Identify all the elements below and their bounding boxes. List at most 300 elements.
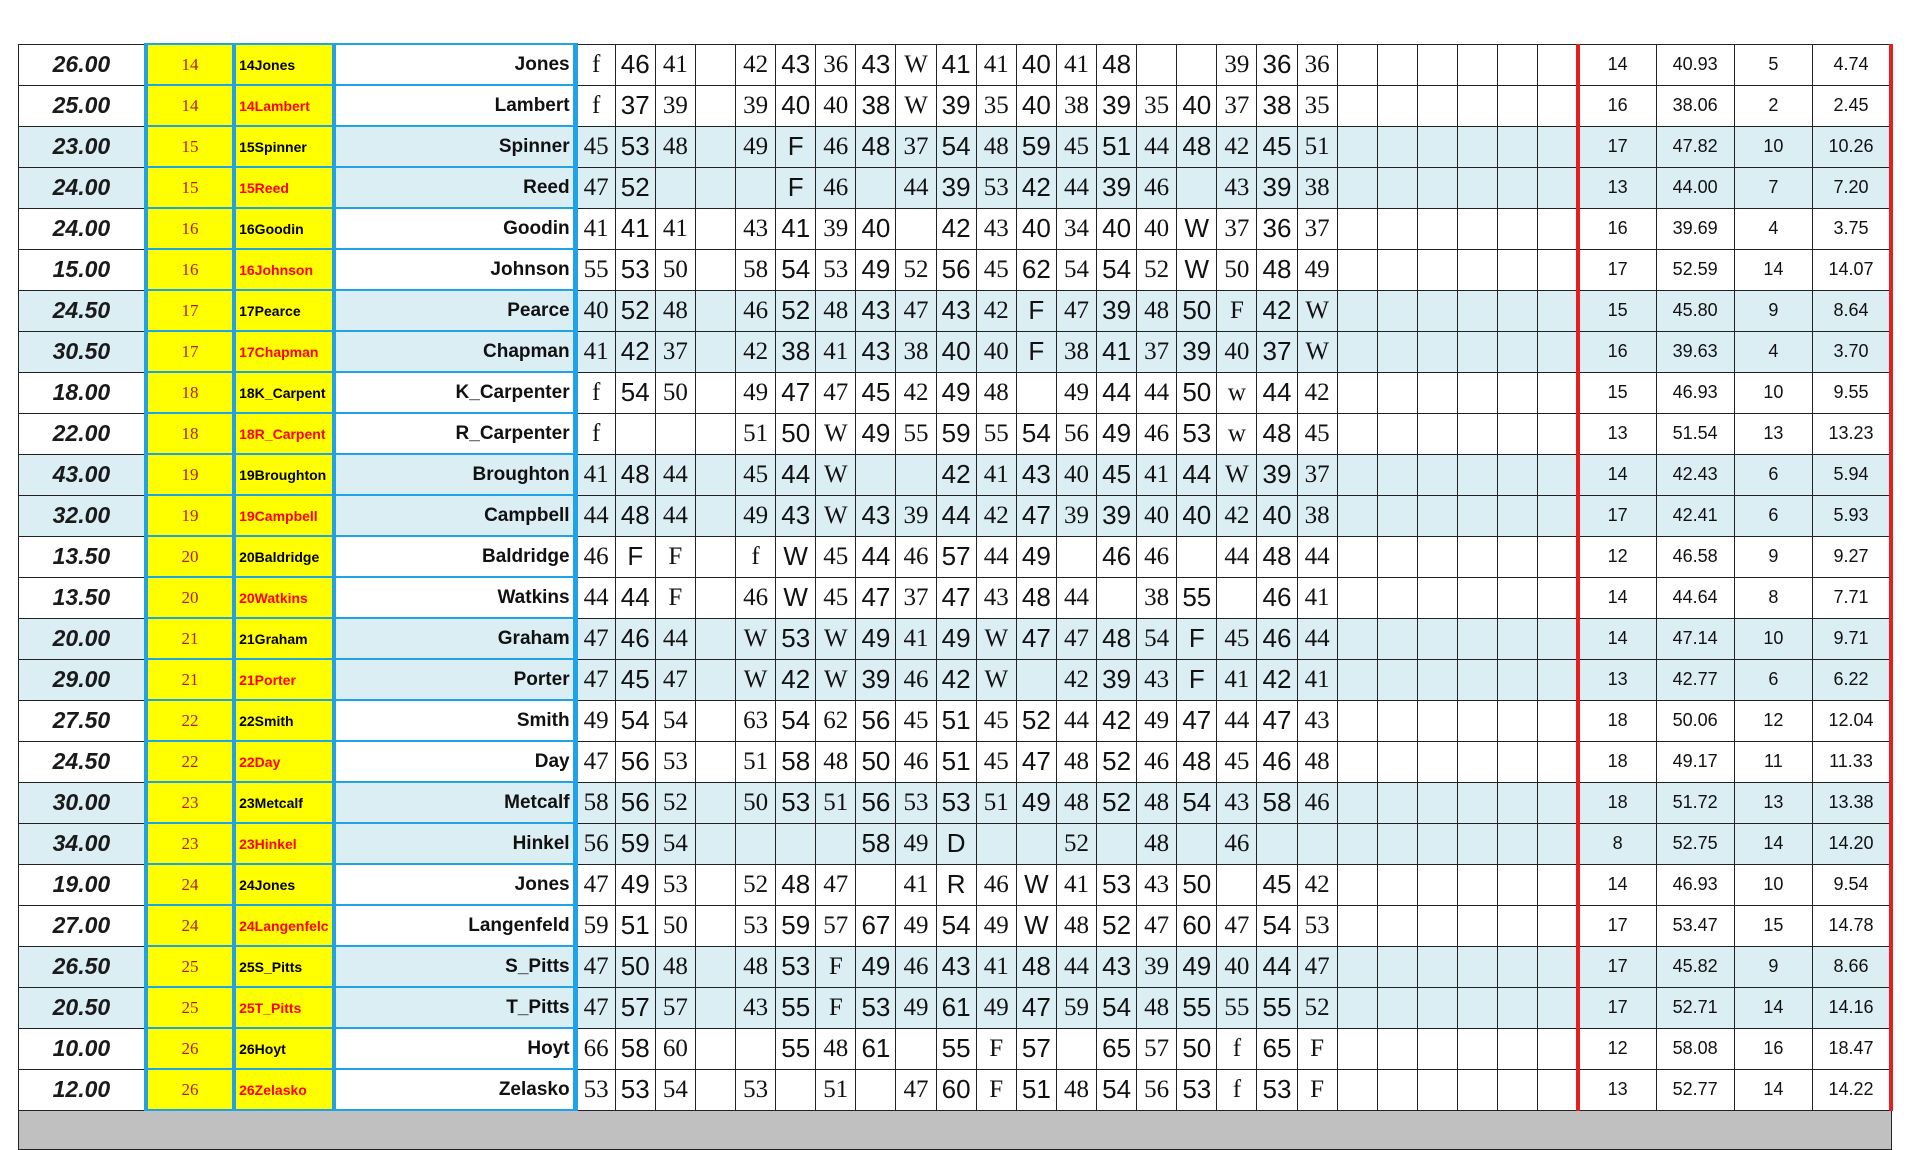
score-cell[interactable] (1458, 741, 1498, 782)
score-cell[interactable]: 46 (615, 44, 655, 85)
score-cell[interactable] (1337, 659, 1377, 700)
score-cell[interactable]: 39 (1137, 946, 1177, 987)
score-cell[interactable]: F (816, 987, 856, 1028)
score-cell[interactable]: 58 (1257, 782, 1297, 823)
score-cell[interactable] (1538, 495, 1578, 536)
score-cell[interactable]: W (976, 618, 1016, 659)
score-cell[interactable] (1377, 1069, 1417, 1110)
score-cell[interactable]: 52 (615, 290, 655, 331)
handicap-cell[interactable]: 12.00 (19, 1069, 146, 1110)
score-cell[interactable]: 34 (1056, 208, 1096, 249)
score-cell[interactable]: 60 (655, 1028, 695, 1069)
score-cell[interactable]: 38 (1137, 577, 1177, 618)
score-cell[interactable]: F (1297, 1028, 1337, 1069)
score-cell[interactable]: 40 (1016, 44, 1056, 85)
score-cell[interactable]: 44 (655, 454, 695, 495)
score-cell[interactable] (1458, 536, 1498, 577)
score-cell[interactable] (1257, 823, 1297, 864)
score-cell[interactable] (1538, 864, 1578, 905)
score-cell[interactable]: 50 (655, 905, 695, 946)
score-cell[interactable] (1217, 864, 1257, 905)
score-cell[interactable]: 44 (575, 577, 615, 618)
average-cell[interactable]: 47.82 (1656, 126, 1734, 167)
score-cell[interactable]: 49 (1016, 536, 1056, 577)
score-cell[interactable]: 47 (1016, 987, 1056, 1028)
score-cell[interactable]: 53 (1177, 413, 1217, 454)
handicap-cell[interactable]: 10.00 (19, 1028, 146, 1069)
player-name-cell[interactable]: Johnson (334, 249, 575, 290)
score-cell[interactable]: w (1217, 413, 1257, 454)
score-cell[interactable] (1417, 331, 1457, 372)
score-cell[interactable]: 48 (816, 290, 856, 331)
score-cell[interactable]: 43 (976, 208, 1016, 249)
score-cell[interactable] (1498, 905, 1538, 946)
score-cell[interactable]: 42 (896, 372, 936, 413)
score-cell[interactable] (1337, 987, 1377, 1028)
score-cell[interactable]: 43 (1137, 659, 1177, 700)
score-cell[interactable] (695, 905, 735, 946)
score-cell[interactable] (1337, 741, 1377, 782)
score-cell[interactable] (1377, 659, 1417, 700)
handicap-strokes-cell[interactable]: 12 (1734, 700, 1812, 741)
score-cell[interactable]: 41 (1056, 864, 1096, 905)
score-cell[interactable]: 47 (1016, 741, 1056, 782)
score-cell[interactable] (695, 741, 735, 782)
score-cell[interactable]: 50 (736, 782, 776, 823)
score-cell[interactable]: 52 (615, 167, 655, 208)
score-cell[interactable]: 40 (856, 208, 896, 249)
score-cell[interactable]: 47 (1257, 700, 1297, 741)
score-cell[interactable] (1337, 864, 1377, 905)
score-cell[interactable]: 48 (1177, 741, 1217, 782)
player-name-cell[interactable]: Reed (334, 167, 575, 208)
score-cell[interactable] (1417, 577, 1457, 618)
score-cell[interactable] (1217, 577, 1257, 618)
average-cell[interactable]: 52.77 (1656, 1069, 1734, 1110)
score-cell[interactable] (736, 823, 776, 864)
adjusted-average-cell[interactable]: 9.54 (1812, 864, 1891, 905)
score-cell[interactable]: 50 (655, 372, 695, 413)
average-cell[interactable]: 49.17 (1656, 741, 1734, 782)
score-cell[interactable] (1137, 44, 1177, 85)
score-cell[interactable]: 46 (736, 577, 776, 618)
score-cell[interactable]: 43 (856, 495, 896, 536)
score-cell[interactable]: 48 (1056, 1069, 1096, 1110)
score-cell[interactable] (1097, 577, 1137, 618)
player-code-cell[interactable]: 19Broughton (234, 454, 334, 495)
average-cell[interactable]: 38.06 (1656, 85, 1734, 126)
score-cell[interactable] (1417, 741, 1457, 782)
score-cell[interactable] (1538, 741, 1578, 782)
score-cell[interactable]: 44 (1297, 618, 1337, 659)
score-cell[interactable] (1538, 618, 1578, 659)
score-cell[interactable]: 57 (816, 905, 856, 946)
score-cell[interactable]: 46 (615, 618, 655, 659)
score-cell[interactable]: W (816, 659, 856, 700)
handicap-cell[interactable]: 29.00 (19, 659, 146, 700)
score-cell[interactable]: F (816, 946, 856, 987)
score-cell[interactable]: 49 (976, 987, 1016, 1028)
score-cell[interactable]: 40 (1177, 85, 1217, 126)
score-cell[interactable]: 41 (615, 208, 655, 249)
handicap-cell[interactable]: 24.00 (19, 208, 146, 249)
score-cell[interactable] (695, 331, 735, 372)
score-cell[interactable] (1458, 1028, 1498, 1069)
score-cell[interactable]: 40 (1217, 946, 1257, 987)
score-cell[interactable]: 46 (1217, 823, 1257, 864)
score-cell[interactable] (1417, 413, 1457, 454)
score-cell[interactable]: 52 (1097, 782, 1137, 823)
team-number-cell[interactable]: 14 (146, 85, 234, 126)
player-code-cell[interactable]: 14Jones (234, 44, 334, 85)
score-cell[interactable] (1016, 823, 1056, 864)
handicap-cell[interactable]: 15.00 (19, 249, 146, 290)
score-cell[interactable]: 58 (575, 782, 615, 823)
adjusted-average-cell[interactable]: 12.04 (1812, 700, 1891, 741)
handicap-cell[interactable]: 25.00 (19, 85, 146, 126)
score-cell[interactable]: 43 (856, 331, 896, 372)
score-cell[interactable] (1377, 577, 1417, 618)
score-cell[interactable] (1377, 208, 1417, 249)
score-cell[interactable]: W (1177, 249, 1217, 290)
score-cell[interactable] (1498, 782, 1538, 823)
handicap-cell[interactable]: 24.50 (19, 290, 146, 331)
score-cell[interactable] (695, 700, 735, 741)
score-cell[interactable]: 53 (615, 126, 655, 167)
score-cell[interactable]: 38 (1056, 85, 1096, 126)
handicap-strokes-cell[interactable]: 7 (1734, 167, 1812, 208)
player-code-cell[interactable]: 19Campbell (234, 495, 334, 536)
score-cell[interactable] (1337, 413, 1377, 454)
player-code-cell[interactable]: 18K_Carpent (234, 372, 334, 413)
score-cell[interactable]: 49 (936, 372, 976, 413)
score-cell[interactable]: 47 (896, 290, 936, 331)
score-cell[interactable]: F (1297, 1069, 1337, 1110)
player-code-cell[interactable]: 15Spinner (234, 126, 334, 167)
score-cell[interactable] (1337, 249, 1377, 290)
score-cell[interactable]: 50 (1177, 372, 1217, 413)
score-cell[interactable]: 47 (655, 659, 695, 700)
score-cell[interactable]: 46 (1097, 536, 1137, 577)
score-cell[interactable]: W (816, 495, 856, 536)
score-cell[interactable]: 56 (575, 823, 615, 864)
score-cell[interactable]: 47 (1056, 618, 1096, 659)
score-cell[interactable]: W (776, 577, 816, 618)
score-cell[interactable] (1337, 618, 1377, 659)
score-cell[interactable]: 38 (1257, 85, 1297, 126)
score-cell[interactable]: 54 (1097, 987, 1137, 1028)
score-cell[interactable]: 42 (736, 44, 776, 85)
score-cell[interactable]: 46 (896, 659, 936, 700)
average-cell[interactable]: 42.77 (1656, 659, 1734, 700)
score-cell[interactable] (1417, 864, 1457, 905)
score-cell[interactable] (736, 1028, 776, 1069)
score-cell[interactable]: 47 (1016, 618, 1056, 659)
score-cell[interactable]: 44 (1177, 454, 1217, 495)
adjusted-average-cell[interactable]: 6.22 (1812, 659, 1891, 700)
score-cell[interactable]: 55 (976, 413, 1016, 454)
score-cell[interactable]: 46 (575, 536, 615, 577)
handicap-strokes-cell[interactable]: 9 (1734, 290, 1812, 331)
score-cell[interactable]: 39 (896, 495, 936, 536)
score-cell[interactable]: 48 (1056, 741, 1096, 782)
score-cell[interactable]: 56 (615, 741, 655, 782)
score-cell[interactable]: 53 (736, 1069, 776, 1110)
score-cell[interactable]: W (1297, 290, 1337, 331)
score-cell[interactable]: 36 (816, 44, 856, 85)
average-cell[interactable]: 51.72 (1656, 782, 1734, 823)
score-cell[interactable] (1337, 495, 1377, 536)
score-cell[interactable]: 41 (896, 864, 936, 905)
score-cell[interactable]: 43 (856, 44, 896, 85)
adjusted-average-cell[interactable]: 11.33 (1812, 741, 1891, 782)
score-cell[interactable] (1458, 1069, 1498, 1110)
rounds-played-cell[interactable]: 13 (1578, 413, 1656, 454)
adjusted-average-cell[interactable]: 9.27 (1812, 536, 1891, 577)
team-number-cell[interactable]: 14 (146, 44, 234, 85)
score-cell[interactable] (1056, 536, 1096, 577)
score-cell[interactable] (695, 782, 735, 823)
score-cell[interactable] (1177, 44, 1217, 85)
score-cell[interactable]: 54 (615, 700, 655, 741)
score-cell[interactable]: 57 (1016, 1028, 1056, 1069)
score-cell[interactable]: f (736, 536, 776, 577)
score-cell[interactable]: 48 (1137, 823, 1177, 864)
score-cell[interactable]: 53 (1257, 1069, 1297, 1110)
average-cell[interactable]: 46.58 (1656, 536, 1734, 577)
score-cell[interactable]: 41 (976, 44, 1016, 85)
score-cell[interactable]: 39 (1217, 44, 1257, 85)
score-cell[interactable] (1498, 577, 1538, 618)
score-cell[interactable]: 57 (1137, 1028, 1177, 1069)
score-cell[interactable]: W (896, 85, 936, 126)
score-cell[interactable]: 37 (1217, 208, 1257, 249)
score-cell[interactable]: 52 (1137, 249, 1177, 290)
player-code-cell[interactable]: 16Goodin (234, 208, 334, 249)
score-cell[interactable]: 48 (1257, 249, 1297, 290)
handicap-cell[interactable]: 20.00 (19, 618, 146, 659)
score-cell[interactable]: 51 (936, 700, 976, 741)
score-cell[interactable] (1458, 618, 1498, 659)
score-cell[interactable]: 41 (1297, 577, 1337, 618)
score-cell[interactable]: 47 (1217, 905, 1257, 946)
average-cell[interactable]: 39.69 (1656, 208, 1734, 249)
score-cell[interactable]: 57 (936, 536, 976, 577)
score-cell[interactable] (1377, 618, 1417, 659)
score-cell[interactable]: 40 (1137, 495, 1177, 536)
rounds-played-cell[interactable]: 13 (1578, 167, 1656, 208)
score-cell[interactable] (1538, 208, 1578, 249)
score-cell[interactable]: 39 (1177, 331, 1217, 372)
score-cell[interactable] (1337, 823, 1377, 864)
player-name-cell[interactable]: Baldridge (334, 536, 575, 577)
score-cell[interactable]: 53 (1177, 1069, 1217, 1110)
score-cell[interactable] (1337, 577, 1377, 618)
score-cell[interactable] (1458, 577, 1498, 618)
score-cell[interactable]: F (655, 577, 695, 618)
score-cell[interactable]: 54 (1177, 782, 1217, 823)
score-cell[interactable]: 51 (736, 413, 776, 454)
score-cell[interactable]: 44 (1137, 126, 1177, 167)
score-cell[interactable]: 47 (575, 741, 615, 782)
score-cell[interactable]: 67 (856, 905, 896, 946)
score-cell[interactable]: f (1217, 1069, 1257, 1110)
score-cell[interactable]: 41 (896, 618, 936, 659)
handicap-strokes-cell[interactable]: 5 (1734, 44, 1812, 85)
handicap-cell[interactable]: 24.00 (19, 167, 146, 208)
score-cell[interactable]: 49 (936, 618, 976, 659)
score-cell[interactable]: 39 (736, 85, 776, 126)
score-cell[interactable]: 45 (1257, 864, 1297, 905)
score-cell[interactable] (1498, 413, 1538, 454)
score-cell[interactable] (1377, 167, 1417, 208)
score-cell[interactable]: 49 (976, 905, 1016, 946)
score-cell[interactable]: 39 (1097, 167, 1137, 208)
score-cell[interactable]: 54 (936, 126, 976, 167)
score-cell[interactable]: 44 (655, 618, 695, 659)
player-code-cell[interactable]: 22Smith (234, 700, 334, 741)
team-number-cell[interactable]: 16 (146, 208, 234, 249)
average-cell[interactable]: 40.93 (1656, 44, 1734, 85)
score-cell[interactable]: 41 (655, 208, 695, 249)
score-cell[interactable]: 54 (776, 700, 816, 741)
score-cell[interactable]: W (736, 618, 776, 659)
rounds-played-cell[interactable]: 14 (1578, 454, 1656, 495)
score-cell[interactable]: 46 (896, 536, 936, 577)
score-cell[interactable] (1417, 618, 1457, 659)
score-cell[interactable]: 42 (1217, 126, 1257, 167)
score-cell[interactable] (1417, 987, 1457, 1028)
score-cell[interactable] (1538, 946, 1578, 987)
score-cell[interactable] (816, 823, 856, 864)
score-cell[interactable]: 54 (655, 1069, 695, 1110)
score-cell[interactable]: D (936, 823, 976, 864)
handicap-cell[interactable]: 32.00 (19, 495, 146, 536)
score-cell[interactable] (695, 823, 735, 864)
score-cell[interactable]: 59 (1056, 987, 1096, 1028)
team-number-cell[interactable]: 21 (146, 618, 234, 659)
adjusted-average-cell[interactable]: 18.47 (1812, 1028, 1891, 1069)
score-cell[interactable]: 44 (1257, 372, 1297, 413)
score-cell[interactable]: 48 (776, 864, 816, 905)
handicap-strokes-cell[interactable]: 10 (1734, 372, 1812, 413)
score-cell[interactable]: 54 (1056, 249, 1096, 290)
score-cell[interactable]: 51 (816, 782, 856, 823)
score-cell[interactable]: 40 (1137, 208, 1177, 249)
adjusted-average-cell[interactable]: 3.75 (1812, 208, 1891, 249)
team-number-cell[interactable]: 20 (146, 577, 234, 618)
score-cell[interactable] (1498, 290, 1538, 331)
score-cell[interactable]: 42 (1217, 495, 1257, 536)
score-cell[interactable]: 55 (1217, 987, 1257, 1028)
score-cell[interactable]: 54 (655, 700, 695, 741)
score-cell[interactable]: 48 (1297, 741, 1337, 782)
average-cell[interactable]: 51.54 (1656, 413, 1734, 454)
score-cell[interactable]: 42 (1297, 864, 1337, 905)
score-cell[interactable] (1458, 905, 1498, 946)
score-cell[interactable]: 46 (1137, 167, 1177, 208)
score-cell[interactable]: 43 (1297, 700, 1337, 741)
handicap-cell[interactable]: 30.50 (19, 331, 146, 372)
adjusted-average-cell[interactable]: 5.94 (1812, 454, 1891, 495)
score-cell[interactable] (695, 618, 735, 659)
handicap-strokes-cell[interactable]: 6 (1734, 659, 1812, 700)
score-cell[interactable]: 38 (896, 331, 936, 372)
score-cell[interactable]: 49 (1177, 946, 1217, 987)
rounds-played-cell[interactable]: 14 (1578, 618, 1656, 659)
player-name-cell[interactable]: Langenfeld (334, 905, 575, 946)
score-cell[interactable] (1458, 700, 1498, 741)
score-cell[interactable] (1498, 85, 1538, 126)
score-cell[interactable] (1417, 290, 1457, 331)
score-cell[interactable]: 39 (936, 167, 976, 208)
score-cell[interactable]: 49 (896, 905, 936, 946)
score-cell[interactable] (1458, 823, 1498, 864)
score-cell[interactable] (695, 577, 735, 618)
score-cell[interactable] (1498, 208, 1538, 249)
score-cell[interactable]: 40 (1016, 208, 1056, 249)
score-cell[interactable] (1538, 126, 1578, 167)
average-cell[interactable]: 58.08 (1656, 1028, 1734, 1069)
score-cell[interactable] (1458, 454, 1498, 495)
score-cell[interactable]: 47 (575, 618, 615, 659)
score-cell[interactable]: 55 (776, 987, 816, 1028)
team-number-cell[interactable]: 17 (146, 290, 234, 331)
score-cell[interactable] (1458, 372, 1498, 413)
score-cell[interactable] (1016, 372, 1056, 413)
score-cell[interactable]: 48 (1137, 782, 1177, 823)
score-cell[interactable]: 54 (1097, 249, 1137, 290)
score-cell[interactable]: 59 (615, 823, 655, 864)
score-cell[interactable]: 49 (896, 987, 936, 1028)
handicap-cell[interactable]: 43.00 (19, 454, 146, 495)
score-cell[interactable]: 61 (856, 1028, 896, 1069)
score-cell[interactable]: 37 (1257, 331, 1297, 372)
score-cell[interactable]: 38 (1297, 495, 1337, 536)
score-cell[interactable] (695, 659, 735, 700)
score-cell[interactable]: 49 (736, 372, 776, 413)
score-cell[interactable]: 54 (1016, 413, 1056, 454)
score-cell[interactable]: 44 (936, 495, 976, 536)
score-cell[interactable] (1458, 290, 1498, 331)
average-cell[interactable]: 50.06 (1656, 700, 1734, 741)
score-cell[interactable]: 43 (936, 290, 976, 331)
score-cell[interactable]: 48 (1257, 536, 1297, 577)
score-cell[interactable]: 52 (655, 782, 695, 823)
player-name-cell[interactable]: Metcalf (334, 782, 575, 823)
score-cell[interactable] (1538, 987, 1578, 1028)
team-number-cell[interactable]: 19 (146, 454, 234, 495)
average-cell[interactable]: 52.59 (1656, 249, 1734, 290)
score-cell[interactable]: 53 (776, 618, 816, 659)
score-cell[interactable]: 56 (1137, 1069, 1177, 1110)
team-number-cell[interactable]: 21 (146, 659, 234, 700)
score-cell[interactable]: 47 (816, 864, 856, 905)
team-number-cell[interactable]: 15 (146, 167, 234, 208)
player-name-cell[interactable]: Spinner (334, 126, 575, 167)
score-cell[interactable]: 41 (776, 208, 816, 249)
score-cell[interactable] (1498, 700, 1538, 741)
score-cell[interactable]: 52 (1097, 741, 1137, 782)
score-cell[interactable]: 49 (1137, 700, 1177, 741)
score-cell[interactable] (1458, 495, 1498, 536)
score-cell[interactable]: 44 (1297, 536, 1337, 577)
score-cell[interactable]: 41 (575, 208, 615, 249)
handicap-cell[interactable]: 13.50 (19, 536, 146, 577)
score-cell[interactable] (976, 823, 1016, 864)
rounds-played-cell[interactable]: 14 (1578, 577, 1656, 618)
score-cell[interactable]: 45 (976, 249, 1016, 290)
